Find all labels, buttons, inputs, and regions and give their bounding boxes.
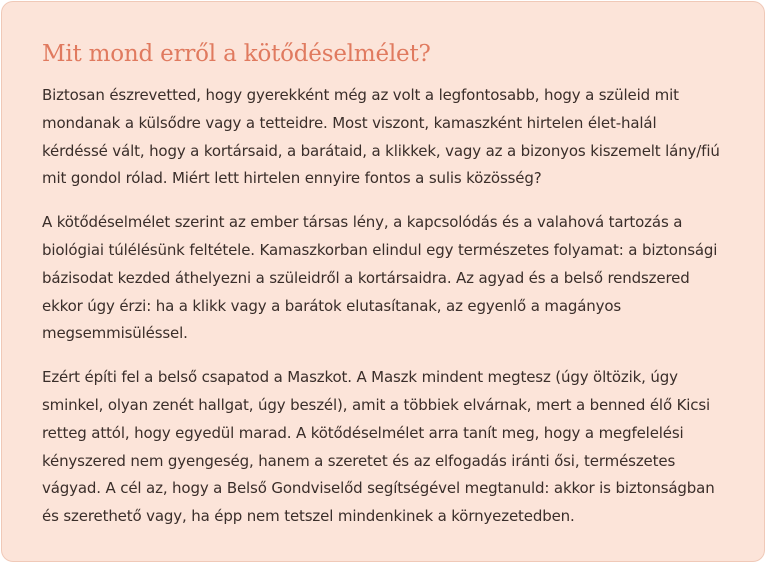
article-paragraph-1: Biztosan észrevetted, hogy gyerekként még az volt a legfontosabb, hogy a szüleid mit mondanak a külsődre vagy a tetteidre. Most viszont, kamaszként hirtelen élet-halál kérdéssé vált, hogy a kortársaid, a barátaid, a klikkek, vagy az a bizonyos kiszemelt lány/fiú mit gondol rólad. Miért lett hirtelen ennyire fontos a sulis közösség? bbox=[42, 86, 720, 188]
article-card bbox=[1, 1, 765, 562]
article-title: Mit mond erről a kötődéselmélet? bbox=[42, 41, 431, 67]
article-paragraph-2: A kötődéselmélet szerint az ember társas lény, a kapcsolódás és a valahová tartozás a biológiai túlélésünk feltétele. Kamaszkorban elindul egy természetes folyamat: a biztonsági bázisodat kezded áthelyezni a szüleidről a kortársaidra. Az agyad és a belső rendszered ekkor úgy érzi: ha a klikk vagy a barátok elutasítanak, az egyenlő a magányos megsemmisüléssel. bbox=[42, 213, 718, 343]
article-paragraph-3: Ezért építi fel a belső csapatod a Maszkot. A Maszk mindent megtesz (úgy öltözik, úgy sminkel, olyan zenét hallgat, úgy beszél), amit a többiek elvárnak, mert a benned élő Kicsi retteg attól, hogy egyedül marad. A kötődéselmélet arra tanít meg, hogy a megfelelési kényszered nem gyengeség, hanem a szeretet és az elfogadás iránti ősi, természetes vágyad. A cél az, hogy a Belső Gondviselőd segítségével megtanuld: akkor is biztonságban és szerethető vagy, ha épp nem tetszel mindenkinek a környezetedben. bbox=[42, 368, 715, 526]
